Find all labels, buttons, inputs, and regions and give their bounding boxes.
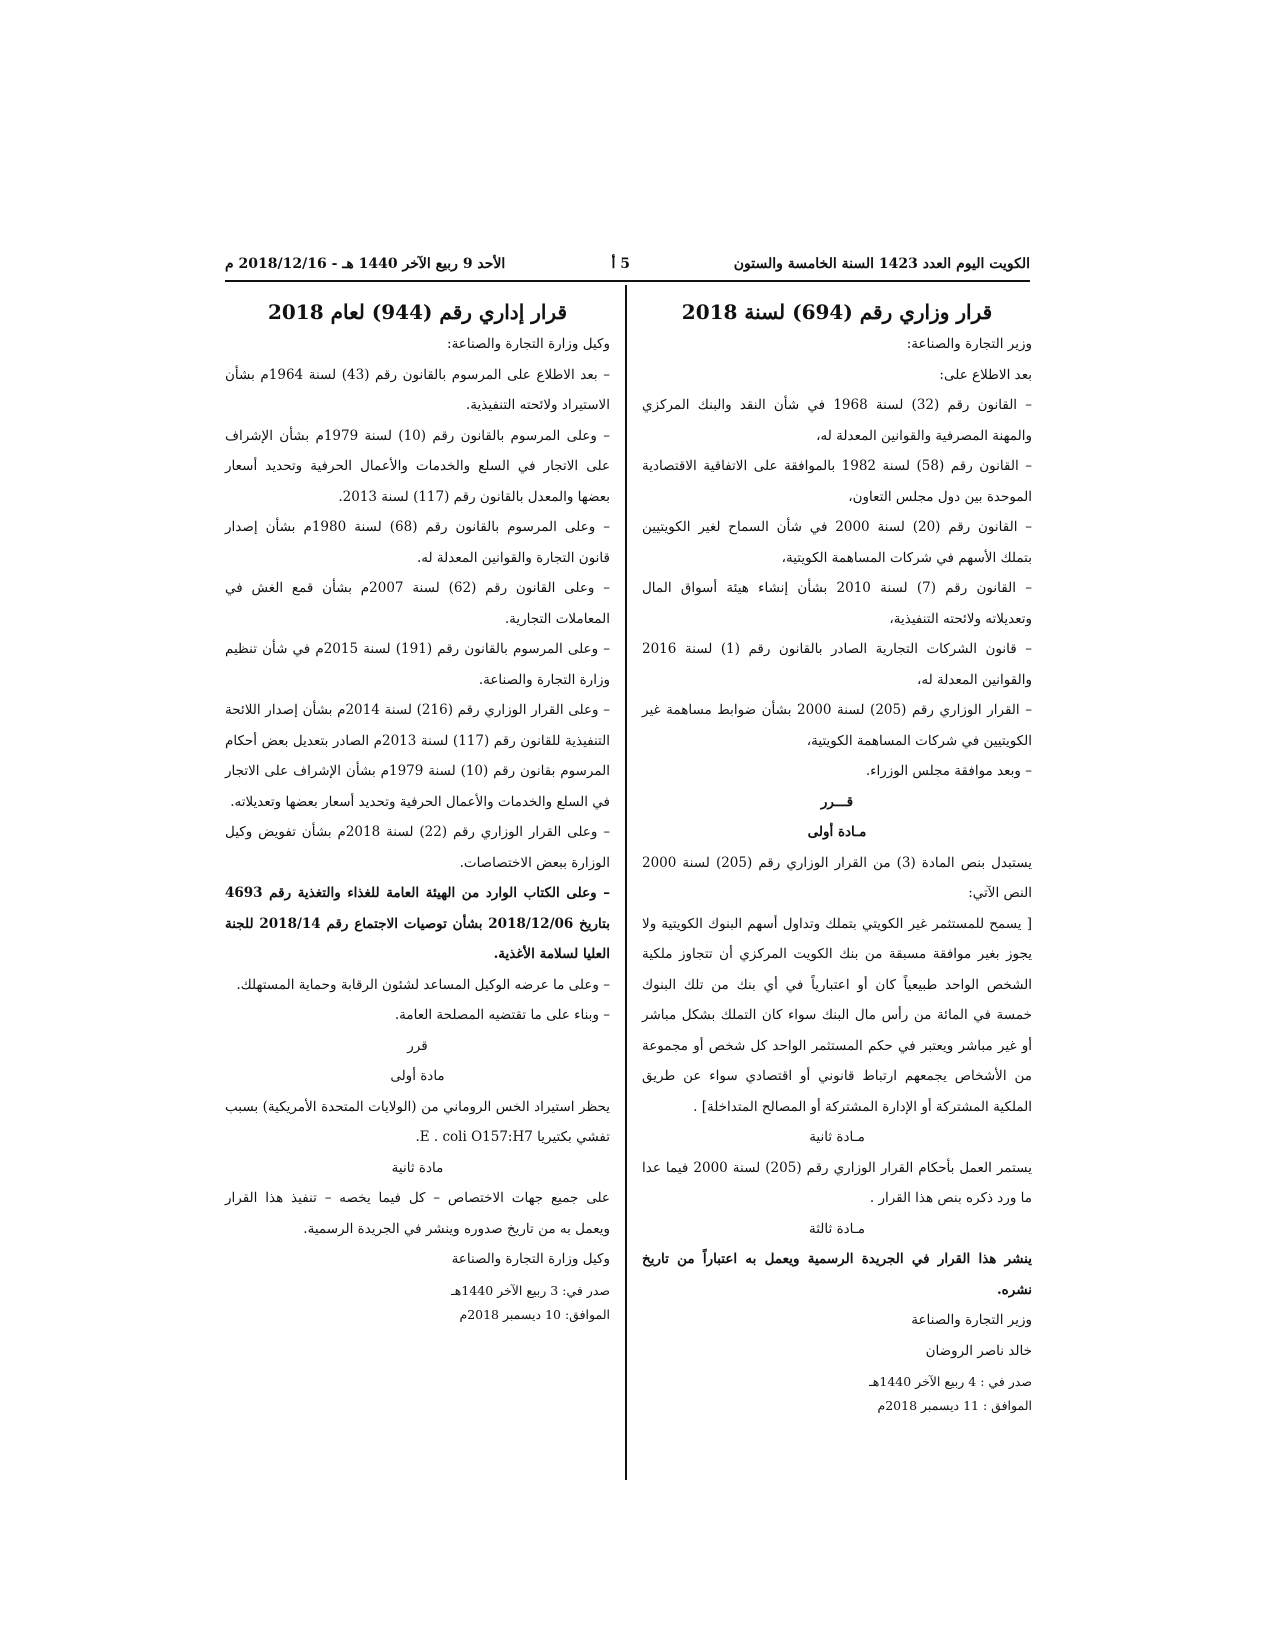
issue-date-block: [642, 1370, 1032, 1418]
reference-item: – القانون رقم (7) لسنة 2010 بشأن إنشاء هيئة أسواق المال وتعديلاته ولائحته التنفيذية،: [642, 580, 1032, 627]
article-2-heading: مـادة ثانية: [809, 1129, 865, 1145]
decided-heading: قرر: [407, 1037, 428, 1054]
reference-item: – القانون رقم (20) لسنة 2000 في شأن السماح لغير الكويتيين بتملك الأسهم في شركات المساهمة الكويتية،: [642, 519, 1032, 566]
issuing-authority: وكيل وزارة التجارة والصناعة:: [447, 336, 610, 352]
issued-date: صدر في: 3 ربيع الآخر 1440هـ: [451, 1282, 610, 1298]
issued-date: صدر في : 4 ربيع الآخر 1440هـ: [869, 1374, 1032, 1389]
article-1-heading: مـادة أولى: [807, 824, 867, 840]
article-3-heading: مـادة ثالثة: [809, 1220, 865, 1237]
article-1-text: [ يسمح للمستثمر غير الكويتي بتملك وتداول أسهم البنوك الكويتية ولا يجوز بغير موافقة مسبقة من بنك الكويت المركزي أن تتجاوز ملكية الشخص الواحد طبيعياً كان أو اعتبارياً في أي بنك من تلك البنوك خمسة في المائة من رأس مال البنك سواء كان التملك بشكل مباشر أو غير مباشر ويعتبر في حكم المستثمر الواحد كل شخص أو مجموعة من الأشخاص يجمعهم ارتباط قانوني أو اقتصادي سواء عن طريق الملكية المشتركة أو الإدارة المشتركة أو المصالح المتداخلة] .: [642, 915, 1032, 1115]
reference-item: – قانون الشركات التجارية الصادر بالقانون رقم (1) لسنة 2016 والقوانين المعدلة له،: [642, 641, 1032, 688]
signer-title: وكيل وزارة التجارة والصناعة: [451, 1251, 610, 1267]
article-1-heading: مادة أولى: [390, 1068, 445, 1084]
article-3-text: ينشر هذا القرار في الجريدة الرسمية ويعمل به اعتباراً من تاريخ نشره.: [642, 1251, 1032, 1298]
reference-item: – وعلى ما عرضه الوكيل المساعد لشئون الرقابة وحماية المستهلك.: [236, 976, 610, 993]
reference-item: – القانون رقم (32) لسنة 1968 في شأن النقد والبنك المركزي والمهنة المصرفية والقوانين المعدلة له،: [642, 397, 1032, 444]
administrative-decision-944: [225, 295, 610, 1327]
reference-item: – القرار الوزاري رقم (205) لسنة 2000 بشأن ضوابط مساهمة غير الكويتيين في شركات المساهمة الكويتية،: [642, 702, 1032, 749]
issuing-authority: وزير التجارة والصناعة:: [906, 336, 1032, 352]
signer-title: وزير التجارة والصناعة: [911, 1312, 1032, 1328]
reference-item: – بعد الاطلاع على المرسوم بالقانون رقم (43) لسنة 1964م بشأن الاستيراد ولائحته التنفيذية.: [225, 366, 610, 413]
issue-date-block: [225, 1279, 610, 1327]
page-header: [225, 250, 1030, 282]
header-page-number: 5 أ: [611, 256, 630, 272]
reference-item: – وعلى القانون رقم (62) لسنة 2007م بشأن قمع الغش في المعاملات التجارية.: [225, 580, 611, 627]
signer-name: خالد ناصر الروضان: [925, 1342, 1032, 1359]
reference-item: – وعلى الكتاب الوارد من الهيئة العامة للغذاء والتغذية رقم 4693 بتاريخ 2018/12/06 بشأن توصيات الاجتماع رقم 2018/14 للجنة العليا لسلامة الأغذية.: [225, 885, 611, 962]
header-date: الأحد 9 ربيع الآخر 1440 هـ - 2018/12/16 م: [225, 256, 506, 272]
reference-item: – وعلى المرسوم بالقانون رقم (191) لسنة 2015م في شأن تنظيم وزارة التجارة والصناعة.: [225, 641, 610, 688]
reference-item: – وعلى المرسوم بالقانون رقم (10) لسنة 1979م بشأن الإشراف على الاتجار في السلع والخدمات والأعمال الحرفية وتحديد أسعار بعضها والمعدل بالقانون رقم (117) لسنة 2013.: [225, 427, 610, 505]
reference-item: – وعلى القرار الوزاري رقم (22) لسنة 2018م بشأن تفويض وكيل الوزارة ببعض الاختصاصات.: [225, 824, 610, 871]
ministerial-decision-694: [642, 295, 1032, 1418]
article-2-text: يستمر العمل بأحكام القرار الوزاري رقم (205) لسنة 2000 فيما عدا ما ورد ذكره بنص هذا القرار .: [642, 1159, 1032, 1206]
decision-title: قرار وزاري رقم (694) لسنة 2018: [681, 300, 993, 324]
article-2-text: على جميع جهات الاختصاص – كل فيما يخصه – تنفيذ هذا القرار ويعمل به من تاريخ صدوره وينشر في الجريدة الرسمية.: [225, 1190, 610, 1237]
reference-item: – وعلى المرسوم بالقانون رقم (68) لسنة 1980م بشأن إصدار قانون التجارة والقوانين المعدلة له.: [225, 519, 610, 566]
article-1-text: يحظر استيراد الخس الروماني من (الولايات المتحدة الأمريكية) بسبب تفشي بكتيريا E . coli O157:H7.: [225, 1098, 610, 1145]
reference-item: – وبعد موافقة مجلس الوزراء.: [865, 763, 1032, 779]
article-2-heading: مادة ثانية: [391, 1159, 444, 1176]
decided-heading: قـــرر: [820, 793, 854, 810]
reference-item: – وعلى القرار الوزاري رقم (216) لسنة 2014م بشأن إصدار اللائحة التنفيذية للقانون رقم (117) لسنة 2013م الصادر بتعديل بعض أحكام المرسوم بقانون رقم (10) لسنة 1979م بشأن الإشراف على الاتجار في السلع والخدمات والأعمال الحرفية وتحديد أسعار بعضها وتعديلاته.: [225, 702, 610, 810]
reference-item: – القانون رقم (58) لسنة 1982 بالموافقة على الاتفاقية الاقتصادية الموحدة بين دول مجلس التعاون،: [642, 458, 1032, 505]
corresponding-date: الموافق: 10 ديسمبر 2018م: [459, 1306, 610, 1322]
corresponding-date: الموافق : 11 ديسمبر 2018م: [877, 1398, 1032, 1413]
header-issue-info: الكويت اليوم العدد 1423 السنة الخامسة والستون: [733, 256, 1030, 272]
column-divider: [625, 285, 627, 1480]
reference-item: – وبناء على ما تقتضيه المصلحة العامة.: [394, 1007, 610, 1023]
article-1-intro: يستبدل بنص المادة (3) من القرار الوزاري رقم (205) لسنة 2000 النص الآتي:: [642, 854, 1032, 901]
decision-title: قرار إداري رقم (944) لعام 2018: [267, 300, 568, 324]
preamble-intro: بعد الاطلاع على:: [939, 366, 1032, 383]
